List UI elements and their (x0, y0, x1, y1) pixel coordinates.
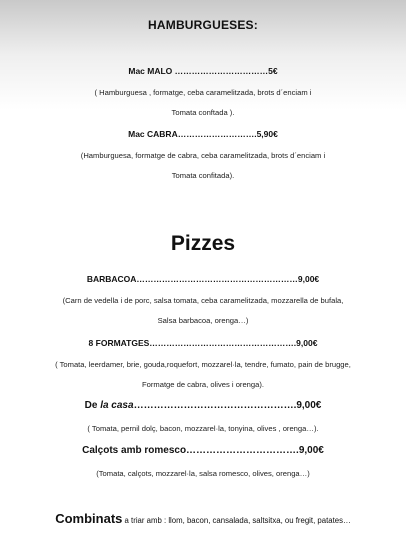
item-de-la-casa-desc: ( Tomata, pernil dolç, bacon, mozzarel·la, tonyina, olives , orenga…). (87, 424, 319, 433)
item-barbacoa-desc-2: Salsa barbacoa, orenga…) (157, 316, 249, 325)
item-de-la-casa-em: la casa (100, 400, 134, 411)
item-calcots-desc: (Tomata, calçots, mozzarel·la, salsa romesco, olives, orenga…) (96, 469, 310, 478)
item-8-formatges-desc-1: ( Tomata, leerdamer, brie, gouda,roquefort, mozzarel·la, tendre, fumato, pain de brugge, (55, 360, 351, 369)
item-mac-cabra-desc-1: (Hamburguesa, formatge de cabra, ceba caramelitzada, brots d´enciam i (80, 151, 326, 160)
item-de-la-casa-suffix: ………………………………………….9,00€ (133, 400, 322, 411)
hamburgueses-title: HAMBURGUESES: (148, 18, 258, 32)
item-mac-malo-desc-1: ( Hamburguesa , formatge, ceba caramelitzada, brots d´enciam i (94, 88, 312, 97)
item-mac-malo: Mac MALO ……………………………5€ (128, 66, 278, 76)
combinats-line (0, 510, 406, 528)
combinats-title: Combinats (55, 511, 123, 526)
item-mac-cabra: Mac CABRA……………………….5,90€ (128, 129, 278, 139)
item-calcots: Calçots amb romesco…………………………….9,00€ (82, 445, 324, 456)
item-barbacoa-desc-1: (Carn de vedella i de porc, salsa tomata, ceba caramelitzada, mozzarella de bufala, (62, 296, 344, 305)
item-mac-malo-desc-2: Tomata conftada ). (171, 108, 235, 117)
combinats-options: a triar amb : llom, bacon, cansalada, saltsitxa, ou fregit, patates… (122, 516, 351, 525)
item-8-formatges-desc-2: Formatge de cabra, olives i orenga). (142, 380, 264, 389)
item-8-formatges: 8 FORMATGES…………………………………………….9,00€ (88, 338, 318, 348)
item-mac-cabra-desc-2: Tomata confitada). (171, 171, 235, 180)
pizzes-title: Pizzes (170, 232, 236, 255)
item-de-la-casa-prefix: De (84, 400, 101, 411)
item-barbacoa: BARBACOA…………………………………………………9,00€ (86, 274, 320, 284)
item-de-la-casa (0, 400, 406, 411)
